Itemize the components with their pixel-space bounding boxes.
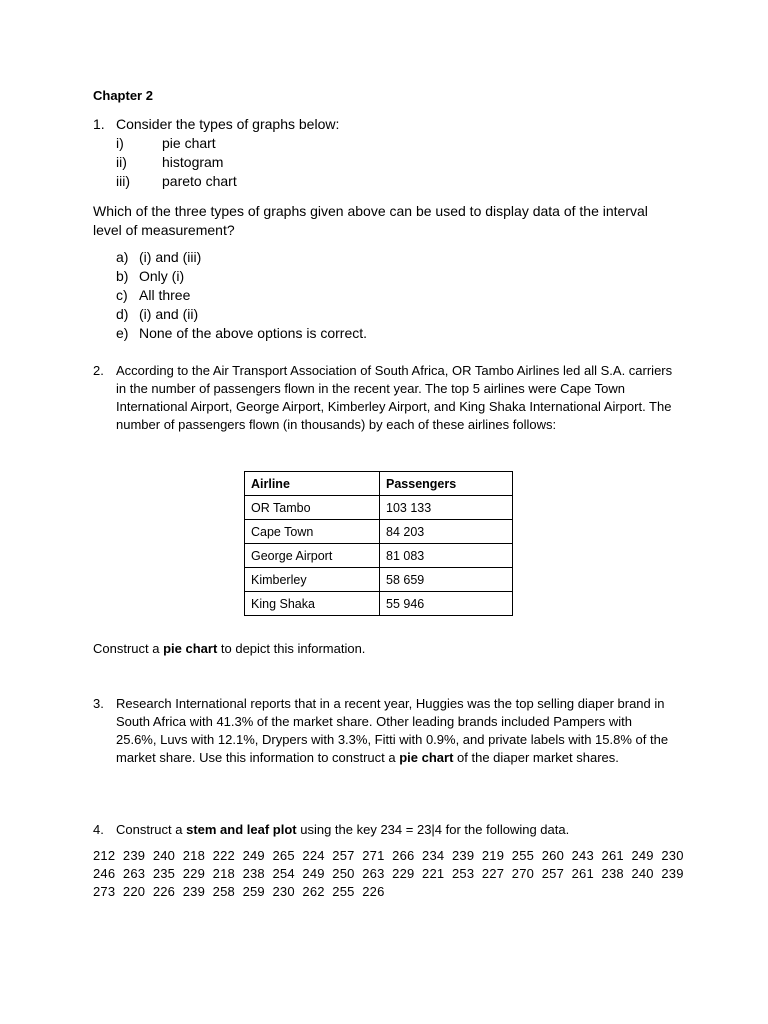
table-row: [245, 592, 513, 616]
question-4-emphasis: stem and leaf plot: [186, 822, 297, 837]
answer-option-text: (i) and (ii): [139, 306, 199, 322]
table-header-airline: Airline: [245, 472, 380, 496]
table-header-passengers: Passengers: [380, 472, 513, 496]
graph-type-text: histogram: [162, 154, 224, 170]
answer-option-text: None of the above options is correct.: [139, 325, 368, 341]
question-3-text-part: of the diaper market shares.: [453, 750, 619, 765]
graph-type-label: i): [116, 135, 124, 151]
question-3-text-part: Research International reports that in a recent year, Huggies was the top selling diaper brand in South Africa with 41.3% of the market share. Other leading brands included Pampers with 25.6%, Luvs with 12.1%, Drypers with 3.3%, Fitti with 0.9%, and private labels with 15.8% of the market share. Use this information to construct a: [116, 696, 669, 765]
instruction-text: Construct a: [93, 641, 164, 656]
question-4-text-part: Construct a: [116, 822, 187, 837]
question-4-text-part: using the key 234 = 23|4 for the following data.: [296, 822, 570, 837]
question-2-number: 2.: [93, 363, 104, 378]
graph-type-text: pie chart: [162, 135, 216, 151]
graph-type-label: ii): [116, 154, 127, 170]
instruction-emphasis: pie chart: [163, 641, 218, 656]
graph-type-label: iii): [116, 173, 130, 189]
stem-leaf-data-line: 212 239 240 218 222 249 265 224 257 271 266 234 239 219 255 260 243 261 249 230: [93, 848, 684, 863]
question-3-emphasis: pie chart: [399, 750, 454, 765]
answer-option-label: d): [116, 306, 129, 322]
question-3-number: 3.: [93, 696, 104, 711]
chapter-title: Chapter 2: [93, 88, 153, 103]
stem-leaf-data-line: 273 220 226 239 258 259 230 262 255 226: [93, 884, 385, 899]
table-row: [245, 568, 513, 592]
answer-option-text: Only (i): [139, 268, 185, 284]
question-4-number: 4.: [93, 822, 104, 837]
table-cell-passengers: 81 083: [380, 544, 513, 568]
question-1-prompt: Which of the three types of graphs given above can be used to display data of the interval level of measurement?: [93, 203, 648, 238]
question-1-number: 1.: [93, 116, 105, 132]
table-cell-passengers: 84 203: [380, 520, 513, 544]
question-2-instruction: [93, 641, 365, 656]
answer-option-label: e): [116, 325, 129, 341]
graph-type-text: pareto chart: [162, 173, 237, 189]
table-header-row: [245, 472, 513, 496]
answer-option-text: (i) and (iii): [139, 249, 202, 265]
answer-option-label: b): [116, 268, 129, 284]
question-3-text: [116, 695, 676, 767]
table-cell-airline: George Airport: [245, 544, 380, 568]
table-cell-airline: King Shaka: [245, 592, 380, 616]
table-cell-passengers: 103 133: [380, 496, 513, 520]
table-row: [245, 496, 513, 520]
table-cell-airline: OR Tambo: [245, 496, 380, 520]
question-4-text: [116, 821, 569, 839]
table-cell-airline: Cape Town: [245, 520, 380, 544]
table-cell-airline: Kimberley: [245, 568, 380, 592]
airline-passengers-table: [244, 471, 513, 616]
table-row: [245, 520, 513, 544]
table-cell-passengers: 55 946: [380, 592, 513, 616]
instruction-text: to depict this information.: [217, 641, 366, 656]
answer-option-label: c): [116, 287, 128, 303]
question-1-stem: Consider the types of graphs below:: [116, 116, 340, 132]
answer-option-label: a): [116, 249, 129, 265]
stem-leaf-data-line: 246 263 235 229 218 238 254 249 250 263 229 221 253 227 270 257 261 238 240 239: [93, 866, 684, 881]
answer-option-text: All three: [139, 287, 191, 303]
question-2-text: According to the Air Transport Association of South Africa, OR Tambo Airlines led all S.A. carriers in the number of passengers flown in the recent year. The top 5 airlines were Cape Town International Airport, George Airport, Kimberley Airport, and King Shaka International Airport. The number of passengers flown (in thousands) by each of these airlines follows:: [116, 363, 673, 432]
table-cell-passengers: 58 659: [380, 568, 513, 592]
table-row: [245, 544, 513, 568]
